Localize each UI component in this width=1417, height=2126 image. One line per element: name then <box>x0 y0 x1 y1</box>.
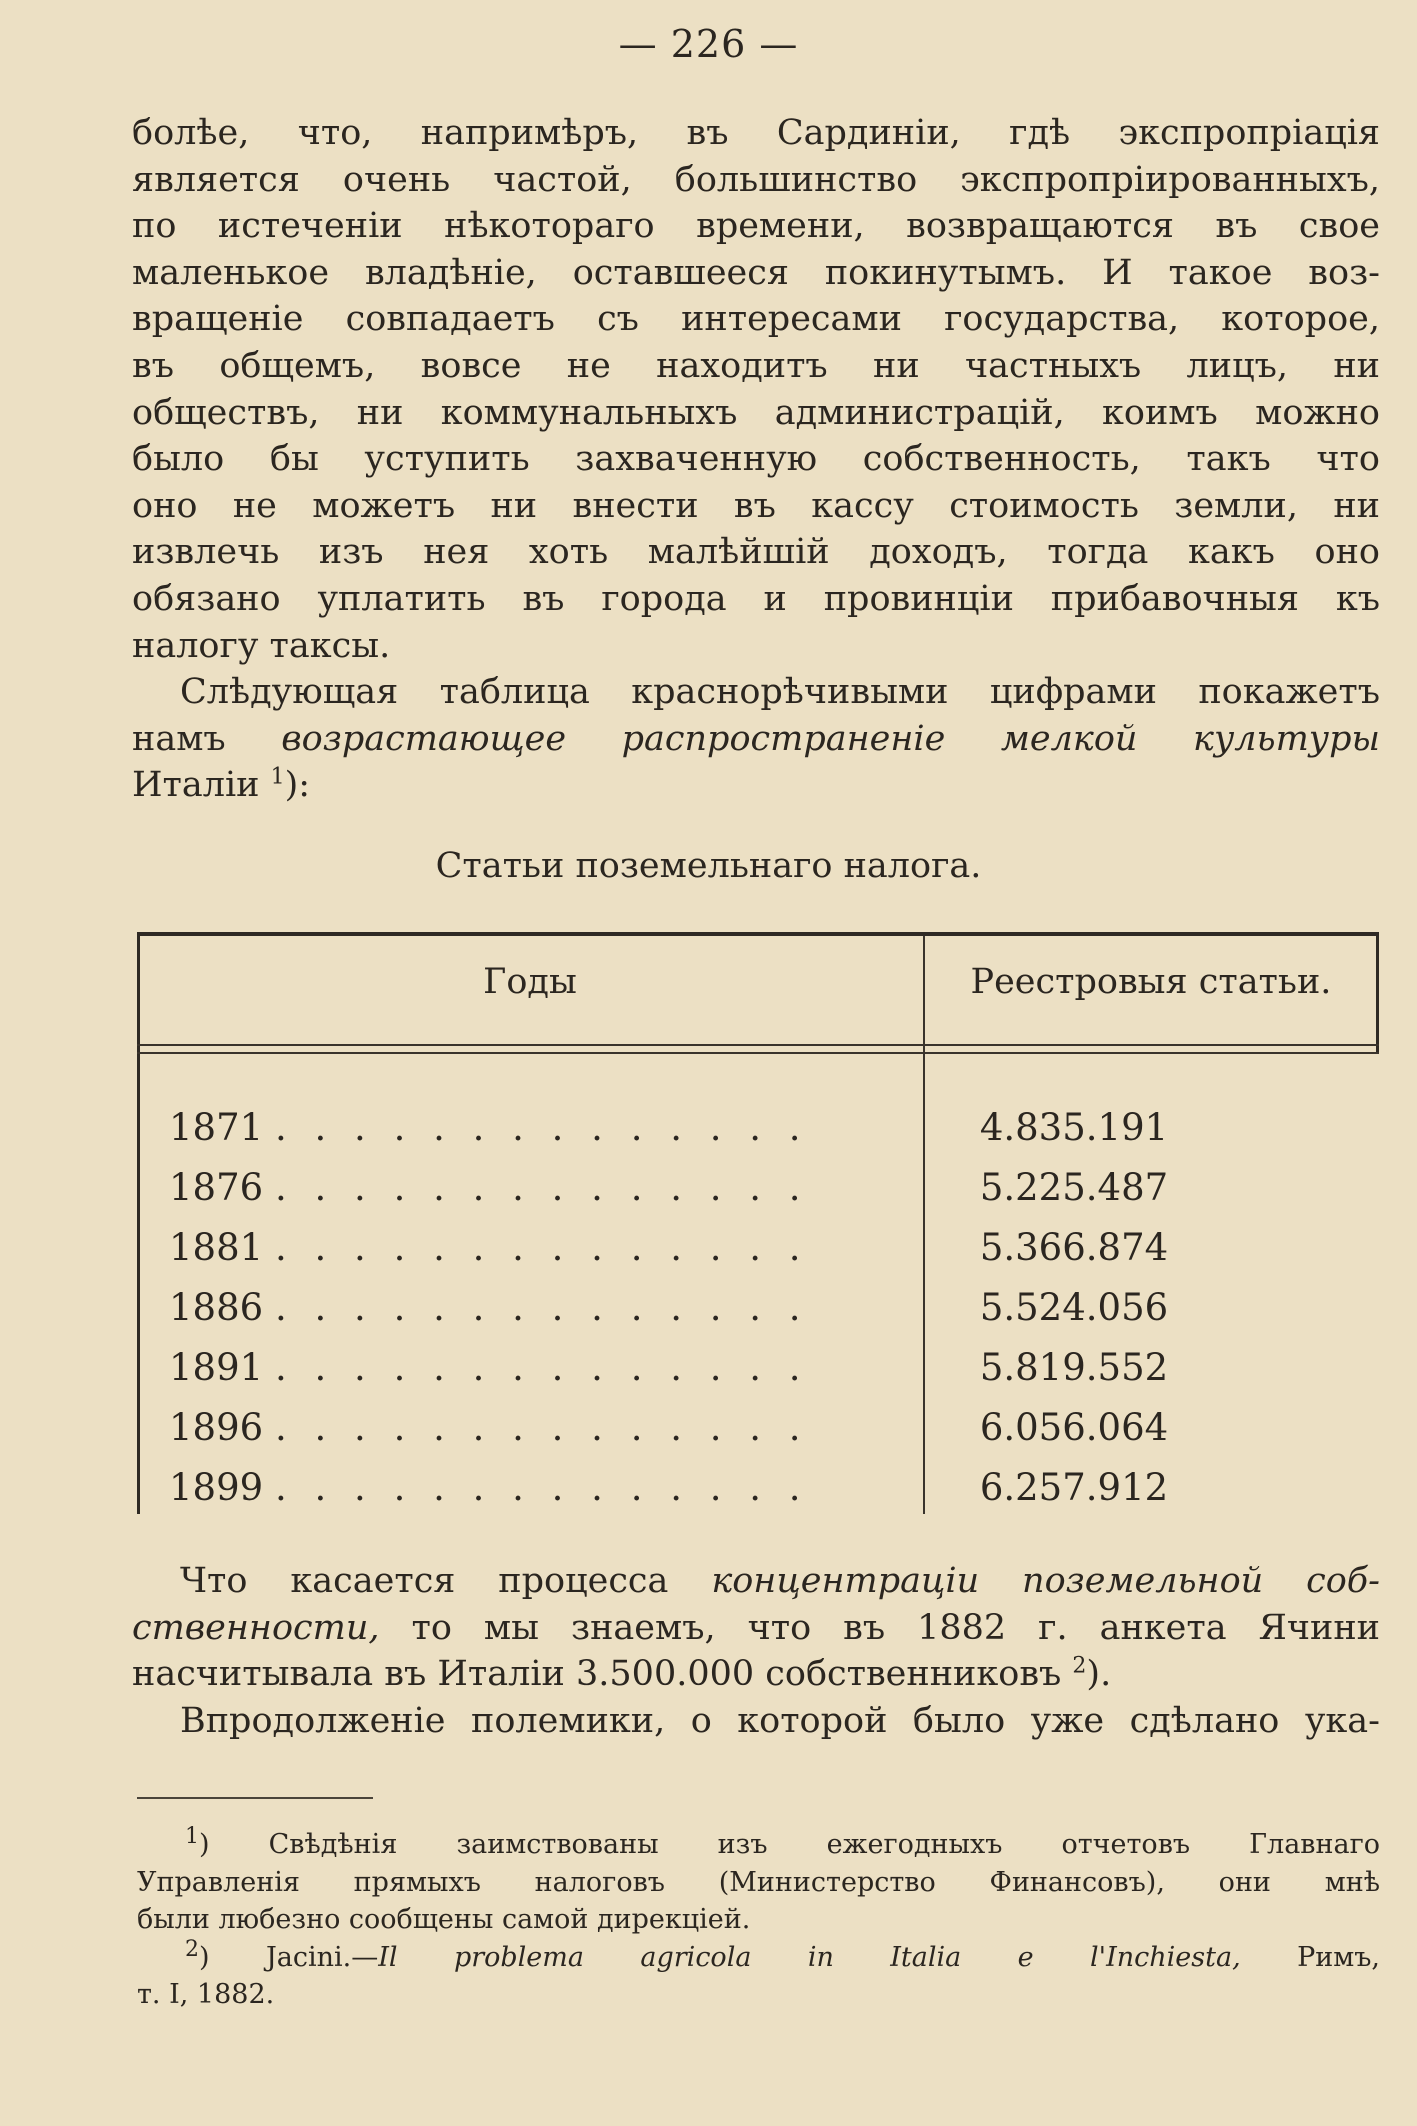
table-row <box>169 1466 1379 1526</box>
text-line: болѣе, что, напримѣръ, въ Сардиніи, гдѣ экспропріація <box>132 113 1380 153</box>
count-cell: 6.056.064 <box>979 1406 1169 1449</box>
year-cell: 1899 <box>169 1466 264 1509</box>
leader-dots: . . . . . . . . . . . . . . <box>275 1166 809 1209</box>
text-line: оно не можетъ ни внести въ кассу стоимость земли, ни <box>132 485 1380 526</box>
text-span: ) Jacini.— <box>199 1941 379 1973</box>
table-header-rule <box>137 1052 1379 1054</box>
table-title: Статьи поземельнаго налога. <box>435 846 982 886</box>
text-line: было бы уступить захваченную собственность, такъ что <box>132 439 1380 480</box>
footnote-marker: 1 <box>185 1824 199 1849</box>
footnotes <box>137 1826 1380 2014</box>
footnote-marker: 2 <box>185 1936 199 1962</box>
count-cell: 5.819.552 <box>979 1346 1169 1389</box>
column-header-count: Реестровыя статьи. <box>970 962 1332 1002</box>
year-cell: 1871 <box>169 1106 264 1149</box>
table-body <box>169 1106 1379 1526</box>
text-line: были любезно сообщены самой дирекціей. <box>137 1904 751 1935</box>
year-cell: 1891 <box>169 1346 264 1389</box>
text-line <box>132 1651 1380 1698</box>
text-line: обязано уплатить въ города и провинціи прибавочныя къ <box>132 578 1380 619</box>
text-line: т. I, 1882. <box>137 1979 275 2010</box>
italic-emphasis: возрастающее распространеніе мелкой культуры <box>281 718 1380 759</box>
italic-emphasis: Il problema agricola in Italia e l'Inchiesta, <box>378 1941 1241 1973</box>
count-cell: 5.225.487 <box>979 1166 1169 1209</box>
leader-dots: . . . . . . . . . . . . . . <box>275 1346 809 1389</box>
column-header-year: Годы <box>483 962 577 1002</box>
text-line: Впродолженіе полемики, о которой было уже сдѣлано ука- <box>180 1700 1380 1741</box>
year-cell: 1896 <box>169 1406 264 1449</box>
footnote-1 <box>137 1826 1380 1864</box>
year-cell: 1881 <box>169 1226 264 1269</box>
text-line: извлечь изъ нея хоть малѣйшій доходъ, тогда какъ оно <box>132 532 1380 573</box>
concentration-paragraph <box>132 1558 1380 1744</box>
text-line: является очень частой, большинство экспропріированныхъ, <box>132 159 1380 200</box>
table-row <box>169 1286 1379 1346</box>
text-line: въ общемъ, вовсе не находитъ ни частныхъ лицъ, ни <box>132 345 1380 386</box>
table-row <box>169 1226 1379 1286</box>
text-span: Римъ, <box>1240 1941 1381 1973</box>
table-row <box>169 1106 1379 1166</box>
text-span: ): <box>284 765 311 806</box>
text-line: Слѣдующая таблица краснорѣчивыми цифрами покажетъ <box>180 672 1380 713</box>
text-line: Управленія прямыхъ налоговъ (Министерство Финансовъ), они мнѣ <box>137 1866 1380 1898</box>
year-cell: 1886 <box>169 1286 264 1329</box>
text-span: ). <box>1086 1654 1112 1695</box>
text-line <box>132 716 1380 763</box>
text-line: обществъ, ни коммунальныхъ администрацій, коимъ можно <box>132 392 1380 433</box>
footnote-2 <box>137 1936 1381 1977</box>
leader-dots: . . . . . . . . . . . . . . <box>275 1286 809 1329</box>
footnote-separator <box>137 1797 373 1799</box>
table-row <box>169 1166 1379 1226</box>
table-left-rule <box>137 936 140 1514</box>
count-cell: 4.835.191 <box>979 1106 1169 1149</box>
table-row <box>169 1346 1379 1406</box>
table-row <box>169 1406 1379 1466</box>
text-span: то мы знаемъ, что въ 1882 г. анкета Ячини <box>379 1607 1380 1648</box>
italic-emphasis: концентраціи поземельной соб- <box>711 1561 1380 1601</box>
leader-dots: . . . . . . . . . . . . . . <box>275 1226 809 1269</box>
count-cell: 6.257.912 <box>979 1466 1169 1509</box>
text-span: Италіи <box>132 765 271 806</box>
year-cell: 1876 <box>169 1166 264 1209</box>
count-cell: 5.366.874 <box>979 1226 1169 1269</box>
text-line: по истеченіи нѣкотораго времени, возвращаются въ свое <box>132 206 1380 247</box>
text-span: намъ <box>132 718 282 759</box>
text-line <box>132 1605 1380 1652</box>
table-top-rule <box>137 932 1379 936</box>
count-cell: 5.524.056 <box>979 1286 1169 1329</box>
text-line: налогу таксы. <box>132 625 391 666</box>
main-paragraph <box>132 110 1380 809</box>
text-span: Что касается процесса <box>180 1561 712 1601</box>
text-line <box>132 762 1380 809</box>
italic-emphasis: ственности, <box>132 1607 380 1648</box>
text-line: маленькое владѣніе, оставшееся покинутымъ. И такое воз- <box>132 252 1380 293</box>
page-number: — 226 — <box>618 22 799 66</box>
footnote-ref-1: 1 <box>270 764 285 790</box>
text-line: вращеніе совпадаетъ съ интересами государства, которое, <box>132 299 1380 340</box>
leader-dots: . . . . . . . . . . . . . . <box>275 1406 809 1449</box>
footnote-ref-2: 2 <box>1072 1653 1087 1679</box>
table-header-rule <box>137 1044 1379 1046</box>
text-line <box>132 1558 1380 1605</box>
text-span: насчитывала въ Италіи 3.500.000 собственниковъ <box>132 1654 1073 1695</box>
land-tax-table <box>137 932 1379 1517</box>
leader-dots: . . . . . . . . . . . . . . <box>275 1466 809 1509</box>
leader-dots: . . . . . . . . . . . . . . <box>275 1106 809 1149</box>
text-span: ) Свѣдѣнія заимствованы изъ ежегодныхъ отчетовъ Главнаго <box>199 1829 1380 1860</box>
